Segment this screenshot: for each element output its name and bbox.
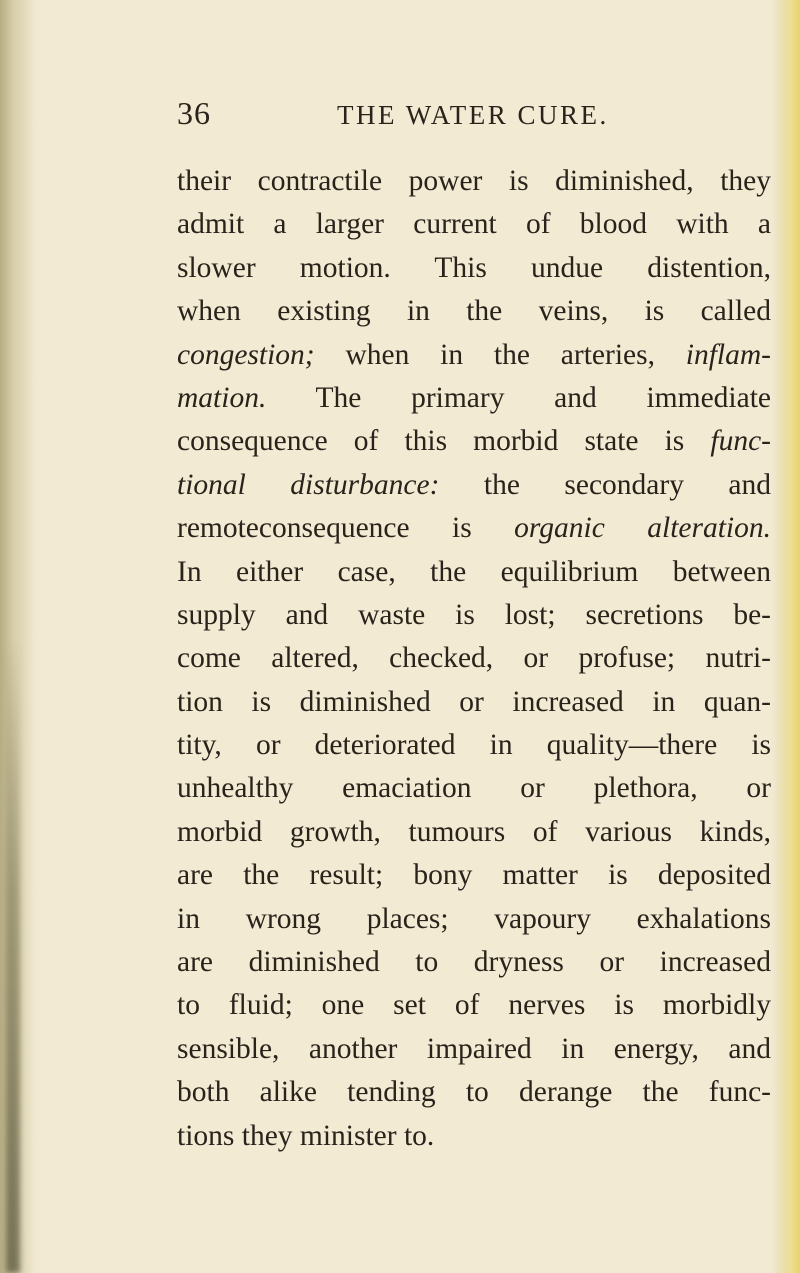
text-line (177, 898, 771, 941)
text-run: tion is diminished or increased in quan- (177, 685, 771, 718)
italic-term: congestion; (177, 338, 315, 371)
page-number: 36 (177, 95, 211, 131)
text-line (177, 854, 771, 897)
text-run: remoteconsequence is (177, 512, 515, 545)
text-run: when existing in the veins, is called (177, 295, 771, 328)
text-line (177, 203, 771, 246)
text-run: slower motion. This undue distention, (177, 251, 771, 284)
text-run: come altered, checked, or profuse; nutri- (177, 642, 771, 675)
text-line (177, 290, 771, 333)
text-line (177, 724, 771, 767)
text-line (177, 377, 771, 420)
text-line (177, 941, 771, 984)
text-line (177, 811, 771, 854)
italic-term: inflam- (685, 338, 771, 371)
text-line (177, 594, 771, 637)
text-run: supply and waste is lost; secretions be- (177, 598, 771, 631)
running-head: THE WATER CURE. (337, 100, 609, 130)
text-run: unhealthy emaciation or plethora, or (177, 772, 771, 805)
text-run: both alike tending to derange the func- (177, 1076, 771, 1109)
page-header (177, 95, 737, 145)
text-line (177, 681, 771, 724)
text-run: when in the arteries, (314, 338, 686, 371)
italic-term: mation. (177, 381, 267, 414)
text-line (177, 637, 771, 680)
text-run: tity, or deteriorated in quality—there is (177, 729, 771, 762)
text-run: sensible, another impaired in energy, and (177, 1032, 771, 1065)
text-line (177, 247, 771, 290)
text-line (177, 160, 771, 203)
text-run: The primary and immediate (266, 381, 771, 414)
text-line (177, 767, 771, 810)
text-run: are diminished to dryness or increased (177, 946, 771, 979)
text-run: their contractile power is diminished, they (177, 165, 771, 197)
text-line (177, 1071, 771, 1114)
text-run: admit a larger current of blood with a (177, 208, 771, 241)
text-run: the secondary and (439, 468, 772, 501)
text-line (177, 984, 771, 1027)
page-edge-yellowing (774, 0, 800, 1273)
text-run: in wrong places; vapoury exhalations (177, 902, 771, 935)
text-run: morbid growth, tumours of various kinds, (177, 815, 771, 848)
text-run: to fluid; one set of nerves is morbidly (177, 989, 771, 1022)
text-line (177, 1115, 771, 1158)
text-run: In either case, the equilibrium between (177, 555, 771, 588)
body-paragraph (177, 160, 771, 1158)
text-run: consequence of this morbid state is (177, 425, 711, 458)
text-line (177, 334, 771, 377)
italic-term: tional disturbance: (177, 468, 440, 501)
text-line (177, 420, 771, 463)
text-run: are the result; bony matter is deposited (177, 859, 771, 892)
text-line (177, 1028, 771, 1071)
italic-term: func- (710, 425, 771, 458)
italic-term: organic alteration. (514, 512, 771, 545)
text-line (177, 464, 771, 507)
text-line (177, 507, 771, 550)
page-gutter-stain (6, 640, 20, 1273)
text-run: tions they minister to. (177, 1119, 435, 1152)
text-line (177, 551, 771, 594)
